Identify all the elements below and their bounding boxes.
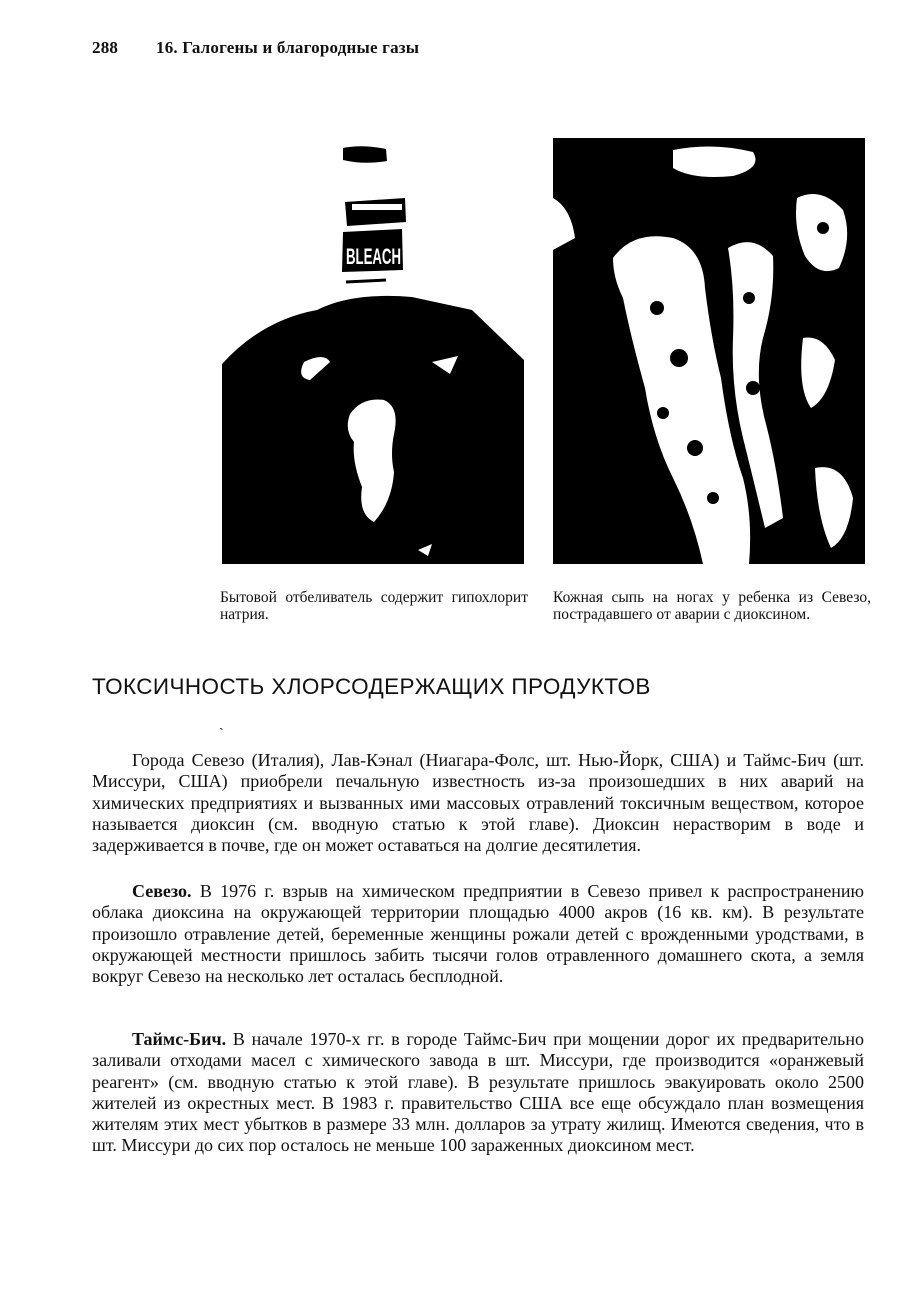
paragraph-text: Города Севезо (Италия), Лав-Кэнал (Ниагара-Фолс, шт. Нью-Йорк, США) и Таймс-Бич (шт. Миссури, США) приобрели печальную известность из-за произошедших в них аварий на химических предприятиях и вызванных ими массовых отравлений токсичным веществом, которое называется диоксин (см. вводную статью к этой главе). Диоксин нерастворим в воде и задерживается в почве, где он может оставаться на долгие десятилетия.	[92, 750, 864, 856]
page-number: 288	[92, 38, 119, 57]
paragraph-lead: Таймс-Бич.	[132, 1029, 227, 1049]
times-beach-paragraph	[92, 1029, 864, 1157]
bleach-photo-caption: Бытовой отбеливатель содержит гипохлорит натрия.	[220, 589, 528, 623]
skin-rash-photo	[553, 138, 865, 564]
seveso-paragraph	[92, 881, 864, 987]
rash-photo-caption: Кожная сыпь на ногах у ребенка из Севезо, пострадавшего от аварии с диоксином.	[553, 589, 871, 623]
paragraph-text: В начале 1970-х гг. в городе Таймс-Бич при мощении дорог их предварительно заливали отходами масел с химического завода в шт. Миссури, где производится «оранжевый реагент» (см. вводную статью к этой главе). В результате пришлось эвакуировать около 2500 жителей из окрестных мест. В 1983 г. правительство США все еще обсуждало план возмещения жителям этих мест убытков в размере 33 млн. долларов за утрату жилищ. Имеются сведения, что в шт. Миссури до сих пор осталось не меньше 100 зараженных диоксином мест.	[92, 1029, 864, 1156]
stray-print-mark: ˎ	[219, 716, 224, 731]
paragraph-text: В 1976 г. взрыв на химическом предприятии в Севезо привел к распространению облака диоксина на окружающей территории площадью 4000 акров (16 кв. км). В результате произошло отравление детей, беременные женщины рожали детей с врожденными уродствами, в окружающей местности пришлось забить тысячи голов отравленного домашнего скота, а земля вокруг Севезо на несколько лет осталась бесплодной.	[92, 881, 864, 987]
bleach-bottle-photo	[222, 142, 524, 564]
bleach-label-text: BLEACH	[346, 244, 401, 269]
paragraph-lead: Севезо.	[132, 881, 192, 901]
running-header	[92, 38, 419, 58]
chapter-title: 16. Галогены и благородные газы	[156, 38, 420, 57]
intro-paragraph	[92, 750, 864, 856]
section-title: ТОКСИЧНОСТЬ ХЛОРСОДЕРЖАЩИХ ПРОДУКТОВ	[92, 674, 651, 699]
